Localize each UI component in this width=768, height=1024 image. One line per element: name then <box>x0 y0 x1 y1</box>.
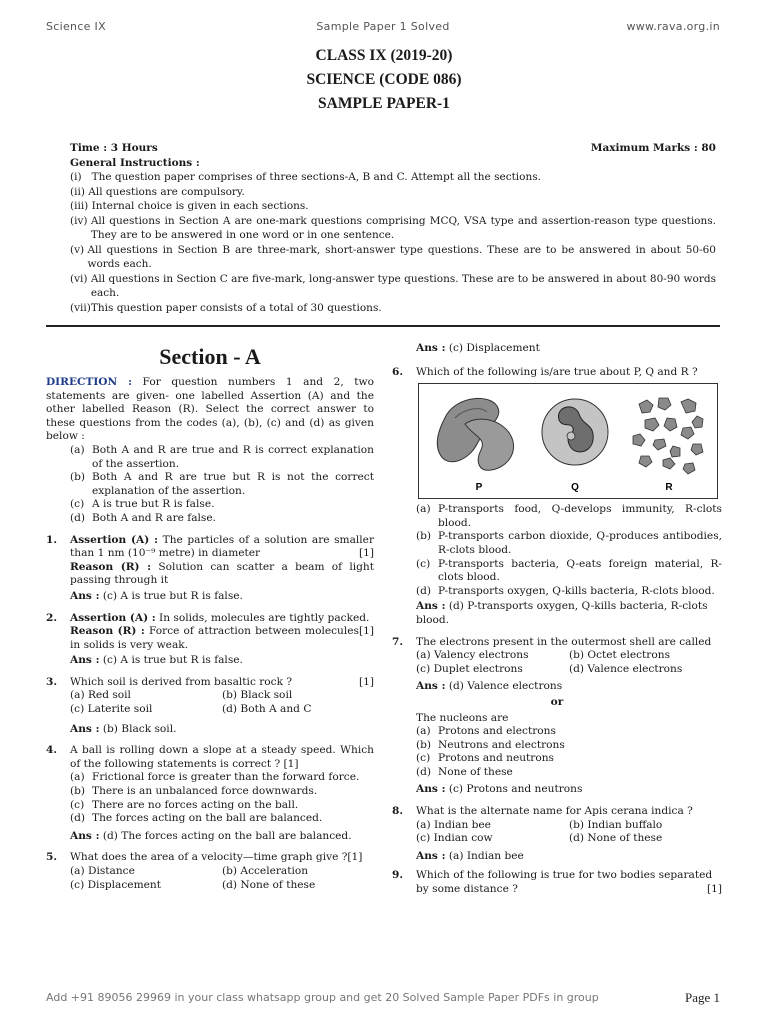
instruction-item: (iii) Internal choice is given in each sections. <box>70 200 309 212</box>
instruction-item: (i) The question paper comprises of three sections-A, B and C. Attempt all the sections. <box>70 171 541 183</box>
direction-option: (d) Both A and R are false. <box>70 511 216 524</box>
instructions-title: General Instructions : <box>70 156 200 169</box>
footer-promo: Add +91 89056 29969 in your class whatsapp group and get 20 Solved Sample Paper PDFs in group <box>46 991 599 1004</box>
time-label: Time : 3 Hours <box>70 142 158 154</box>
page-footer <box>46 991 720 1007</box>
direction-option: (b) Both A and R are true but R is not the correct explanation of the assertion. <box>70 471 374 497</box>
q8-options: (a) Indian bee (b) Indian buffalo (c) Indian cow (d) None of these <box>416 818 663 845</box>
running-header <box>46 20 720 34</box>
question-8: 8. What is the alternate name for Apis cerana indica ? <box>392 805 693 818</box>
question-6: 6. Which of the following is/are true about P, Q and R ? <box>392 365 698 378</box>
instruction-item: (vi) All questions in Section C are five-mark, long-answer type questions. These are to be answered in about 80-90 words each. <box>70 272 716 299</box>
instruction-item: (vii) This question paper consists of a total of 30 questions. <box>70 301 382 314</box>
direction-text: DIRECTION : For question numbers 1 and 2, two statements are given- one labelled Assertion (A) and the other labelled Reason (R). Select the correct answer to these questions from the codes (a), (b), (c) and (d) as given below : <box>46 376 374 443</box>
platelets <box>633 398 703 474</box>
figure-label-r: R <box>665 482 673 494</box>
q8-answer: Ans : (a) Indian bee <box>416 849 524 862</box>
q4-answer: Ans : (d) The forces acting on the ball are balanced. <box>70 829 352 842</box>
mark-badge: [1] <box>358 675 374 688</box>
figure-label-q: Q <box>571 482 579 494</box>
q6-answer: Ans : (d) P-transports oxygen, Q-kills bacteria, R-clots blood. <box>416 600 708 626</box>
question-1: 1. Assertion (A) : The particles of a solution are smaller than 1 nm (10⁻⁹ metre) in diameter [1] Reason (R) : Solution can scatter a beam of light passing through it Ans : (c) A is true but R is false. <box>46 533 375 602</box>
left-column <box>46 342 374 892</box>
q4-options: (a) Frictional force is greater than the forward force. (b) There is an unbalanced force downwards. (c) There are no forces acting on the ball. (d) The forces acting on the ball are balanced. <box>70 771 360 825</box>
q5-options: (a) Distance (b) Acceleration (c) Displacement (d) None of these <box>70 865 316 891</box>
q3-options: (a) Red soil (b) Black soil (c) Laterite soil (d) Both A and C <box>70 689 312 716</box>
white-blood-cell <box>542 399 608 465</box>
direction-options <box>46 444 374 526</box>
question-4: 4. A ball is rolling down a slope at a steady speed. Which of the following statements is correct ? [1] <box>46 744 374 770</box>
header-website[interactable]: www.rava.org.in <box>626 20 720 33</box>
blood-cells-figure <box>418 383 718 499</box>
section-a-title: Section - A <box>159 344 261 369</box>
direction-option: (c) A is true but R is false. <box>70 498 215 511</box>
question-7: 7. The electrons present in the outermost shell are called <box>392 635 712 648</box>
page-number: Page 1 <box>684 990 720 1005</box>
sample-paper-title: SAMPLE PAPER-1 <box>318 95 450 112</box>
max-marks-label: Maximum Marks : 80 <box>590 142 716 154</box>
question-2: 2. Assertion (A) : In solids, molecules are tightly packed. [1] Reason (R) : Force of attraction between molecules in solids is very weak. Ans : (c) A is true but R is false. <box>46 611 374 667</box>
subject-title: SCIENCE (CODE 086) <box>306 71 462 88</box>
q7-answer: Ans : (d) Valence electrons <box>416 680 563 693</box>
header-divider <box>46 325 720 327</box>
mark-badge: [1] <box>358 625 374 638</box>
q7-alt-answer: Ans : (c) Protons and neutrons <box>416 783 583 796</box>
instructions-list <box>70 170 716 315</box>
blood-cells-illustration <box>419 384 717 498</box>
q3-answer: Ans : (b) Black soil. <box>70 722 177 735</box>
figure-label-p: P <box>475 482 483 494</box>
red-blood-cells <box>437 399 513 471</box>
direction-option: (a) Both A and R are true and R is correct explanation of the assertion. <box>70 443 374 470</box>
question-5: 5. What does the area of a velocity—time graph give ?[1] <box>46 851 363 864</box>
instruction-item: (v) All questions in Section B are three-mark, short-answer type questions. These are to be answered in about 50-60 words each. <box>70 243 716 270</box>
answer-text: (c) A is true but R is false. <box>99 654 243 667</box>
q7-alt-question: The nucleons are <box>416 711 509 724</box>
time-marks-row <box>70 141 716 156</box>
class-title: CLASS IX (2019-20) <box>315 47 453 64</box>
paper-meta <box>70 141 716 315</box>
instruction-item: (ii) All questions are compulsory. <box>70 185 245 198</box>
question-9: 9. Which of the following is true for two bodies separated by some distance ? [1] <box>392 869 722 896</box>
header-subject: Science IX <box>46 20 106 33</box>
mark-badge: [1] <box>358 547 374 560</box>
q6-options: (a) P-transports food, Q-develops immunity, R-clots blood. (b) P-transports carbon dioxide, Q-produces antibodies, R-clots blood. (c) P-transports bacteria, Q-eats foreign material, R-clots blood. (d) P-transports oxygen, Q-kills bacteria, R-clots blood. <box>416 503 722 597</box>
paper-title-block <box>0 44 768 116</box>
right-column <box>392 340 722 897</box>
q7-options: (a) Valency electrons (b) Octet electrons (c) Duplet electrons (d) Valence electrons <box>416 649 683 675</box>
q7-alt-options: (a) Protons and electrons (b) Neutrons and electrons (c) Protons and neutrons (d) None of these <box>416 725 565 778</box>
mark-badge: [1] <box>706 883 722 896</box>
question-3: 3. Which soil is derived from basaltic rock ? [1] <box>46 675 374 688</box>
q5-answer: Ans : (c) Displacement <box>416 342 540 354</box>
answer-text: (c) A is true but R is false. <box>99 589 243 602</box>
instruction-item: (iv) All questions in Section A are one-mark questions comprising MCQ, VSA type and assertion-reason type questions. They are to be answered in one word or in one sentence. <box>70 214 716 241</box>
header-paper: Sample Paper 1 Solved <box>316 20 450 33</box>
direction-label: DIRECTION : <box>46 376 132 388</box>
or-separator: or <box>550 695 564 708</box>
